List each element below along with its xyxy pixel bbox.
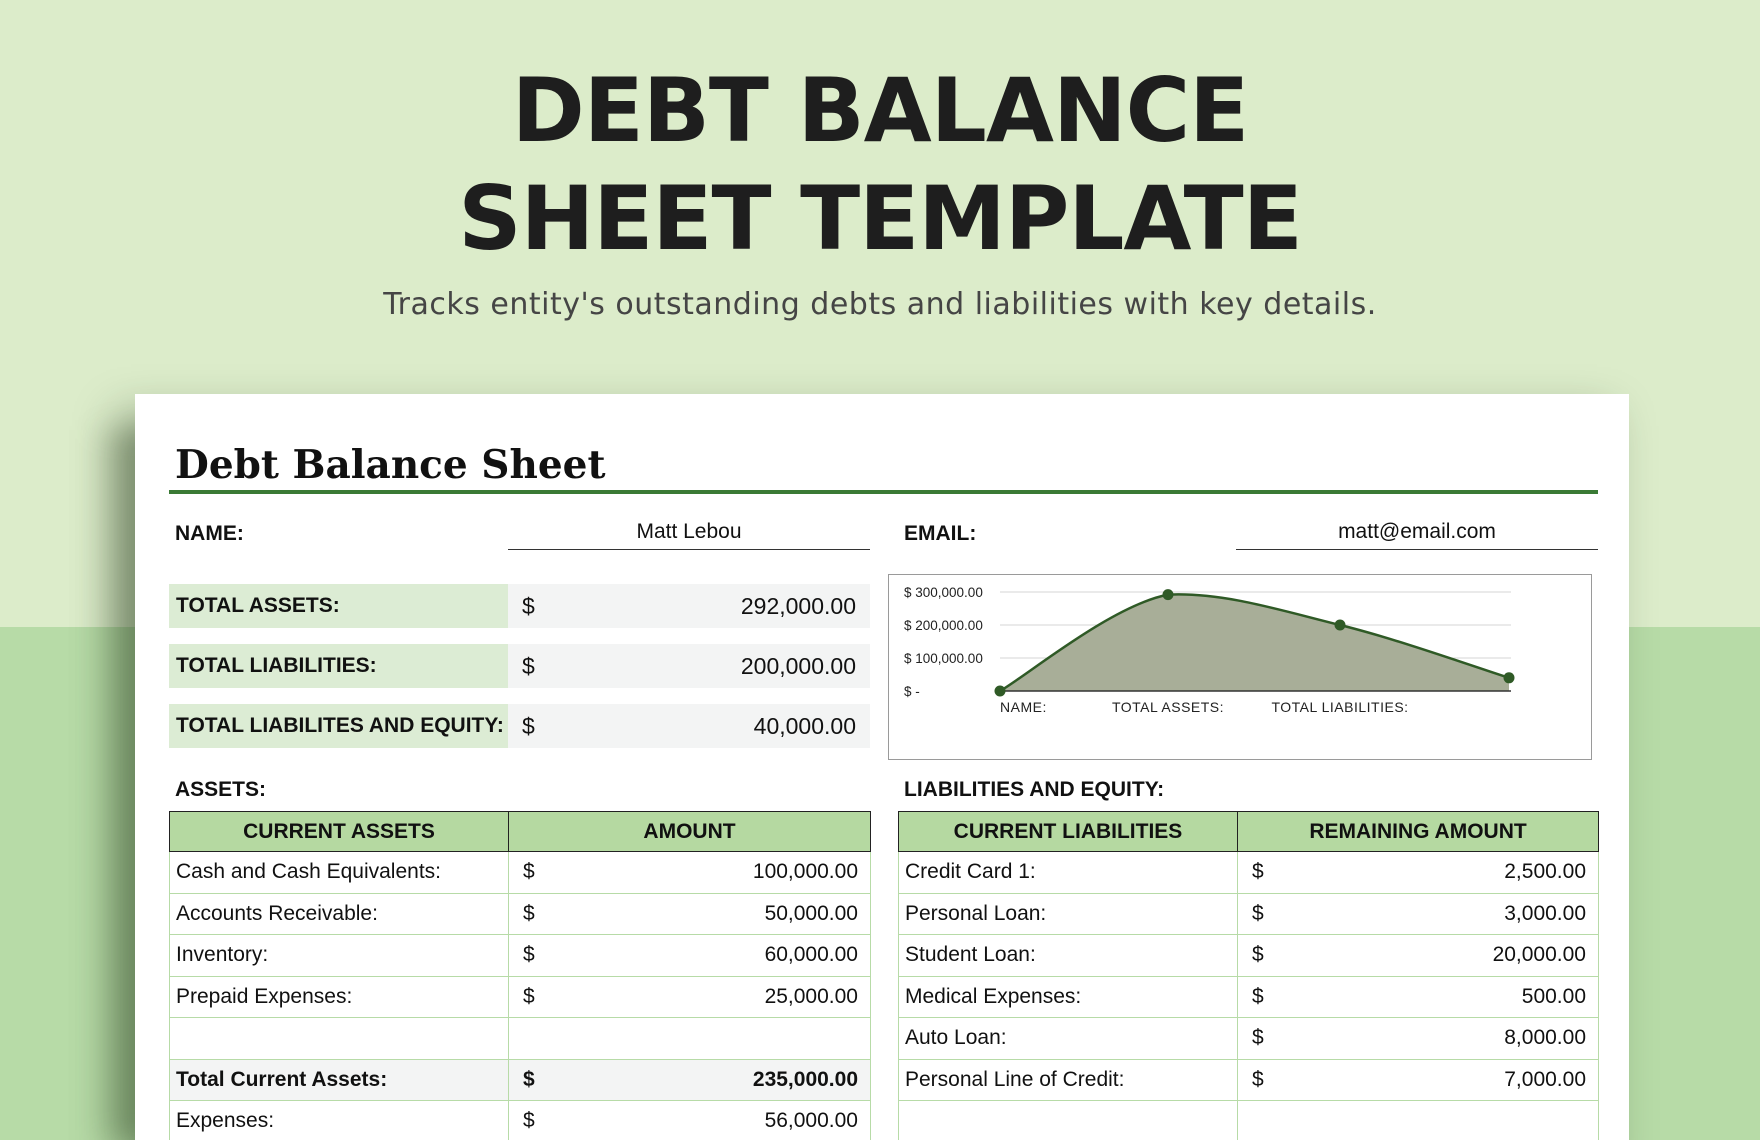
y-tick-label: $ 300,000.00 — [904, 585, 983, 600]
liability-item-amount-cell[interactable] — [1238, 852, 1599, 894]
liability-row — [899, 1101, 1599, 1140]
liability-row — [899, 1018, 1599, 1060]
email-label: EMAIL: — [904, 522, 977, 545]
liability-row — [899, 852, 1599, 894]
amount-header: AMOUNT — [509, 812, 871, 852]
currency-symbol: $ — [523, 860, 535, 884]
current-liabilities-header: CURRENT LIABILITIES — [899, 812, 1238, 852]
total-assets-value — [508, 584, 870, 628]
summary-area-chart — [889, 575, 1590, 758]
asset-row — [170, 935, 871, 977]
liability-item-label[interactable]: Personal Line of Credit: — [899, 1059, 1238, 1101]
asset-item-amount: 100,000.00 — [752, 860, 858, 884]
y-tick-label: $ 100,000.00 — [904, 651, 983, 666]
total-liabilities-label: TOTAL LIABILITIES: — [169, 644, 508, 688]
asset-item-label[interactable]: Expenses: — [170, 1101, 509, 1140]
currency-symbol: $ — [1252, 1026, 1264, 1050]
current-assets-header: CURRENT ASSETS — [170, 812, 509, 852]
liability-item-amount-cell[interactable] — [1238, 1101, 1599, 1140]
title-divider — [169, 490, 1598, 494]
liability-item-label[interactable] — [899, 1101, 1238, 1140]
liability-row — [899, 893, 1599, 935]
asset-item-amount: 50,000.00 — [764, 901, 858, 925]
liability-item-amount-cell[interactable] — [1238, 976, 1599, 1018]
liability-item-amount-cell[interactable] — [1238, 1018, 1599, 1060]
liability-item-amount: 8,000.00 — [1504, 1026, 1586, 1050]
asset-item-label[interactable]: Total Current Assets: — [170, 1059, 509, 1101]
data-point-4 — [1504, 672, 1515, 683]
currency-symbol: $ — [522, 653, 535, 679]
currency-symbol: $ — [523, 901, 535, 925]
asset-item-amount: 60,000.00 — [764, 943, 858, 967]
asset-row — [170, 1018, 871, 1060]
liability-item-amount: 3,000.00 — [1504, 901, 1586, 925]
currency-symbol: $ — [1252, 984, 1264, 1008]
liability-item-amount-cell[interactable] — [1238, 935, 1599, 977]
asset-row — [170, 893, 871, 935]
total-liabilities-equity-label: TOTAL LIABILITES AND EQUITY: — [169, 704, 508, 748]
page-subtitle: Tracks entity's outstanding debts and liabilities with key details. — [383, 287, 1377, 322]
asset-item-amount-cell[interactable] — [509, 852, 871, 894]
asset-total-row — [170, 1059, 871, 1101]
total-assets-label: TOTAL ASSETS: — [169, 584, 508, 628]
sheet-title: Debt Balance Sheet — [175, 442, 606, 488]
liability-row — [899, 976, 1599, 1018]
asset-item-label[interactable]: Accounts Receivable: — [170, 893, 509, 935]
asset-item-amount: 25,000.00 — [764, 984, 858, 1008]
currency-symbol: $ — [1252, 1067, 1264, 1091]
currency-symbol: $ — [522, 713, 535, 739]
liability-item-label[interactable]: Auto Loan: — [899, 1018, 1238, 1060]
currency-symbol: $ — [1252, 901, 1264, 925]
currency-symbol: $ — [523, 943, 535, 967]
asset-item-label[interactable]: Inventory: — [170, 935, 509, 977]
asset-item-amount: 235,000.00 — [752, 1067, 858, 1091]
asset-item-amount-cell[interactable] — [509, 1101, 871, 1140]
liability-item-amount: 2,500.00 — [1504, 860, 1586, 884]
asset-row — [170, 1101, 871, 1140]
liability-item-label[interactable]: Student Loan: — [899, 935, 1238, 977]
asset-item-amount: 56,000.00 — [764, 1109, 858, 1133]
y-tick-label: $ - — [904, 684, 920, 699]
x-tick-label: TOTAL ASSETS: — [1111, 699, 1225, 715]
total-assets-amount: 292,000.00 — [740, 593, 856, 619]
remaining-amount-header: REMAINING AMOUNT — [1238, 812, 1599, 852]
currency-symbol: $ — [523, 984, 535, 1008]
liability-item-label[interactable]: Personal Loan: — [899, 893, 1238, 935]
assets-header-row — [170, 812, 871, 852]
currency-symbol: $ — [523, 1109, 535, 1133]
balance-sheet-document — [135, 394, 1629, 1140]
assets-section-label: ASSETS: — [175, 778, 267, 801]
currency-symbol: $ — [1252, 943, 1264, 967]
liability-row — [899, 1059, 1599, 1101]
asset-item-label[interactable]: Prepaid Expenses: — [170, 976, 509, 1018]
hero-header — [0, 0, 1760, 322]
total-liabilities-equity-amount: 40,000.00 — [753, 713, 856, 739]
asset-item-amount-cell[interactable] — [509, 935, 871, 977]
page-title-line-2: SHEET TEMPLATE — [458, 167, 1302, 270]
data-point-3 — [1335, 620, 1346, 631]
x-tick-label: NAME: — [1000, 699, 1047, 715]
liability-item-amount-cell[interactable] — [1238, 893, 1599, 935]
summary-chart — [888, 574, 1592, 760]
total-liabilities-amount: 200,000.00 — [740, 653, 856, 679]
liability-item-amount: 20,000.00 — [1492, 943, 1586, 967]
name-field[interactable]: Matt Lebou — [508, 516, 870, 550]
liability-item-label[interactable]: Credit Card 1: — [899, 852, 1238, 894]
liability-item-amount: 7,000.00 — [1504, 1067, 1586, 1091]
liabilities-table — [898, 811, 1599, 1140]
asset-item-amount-cell[interactable] — [509, 976, 871, 1018]
data-point-1 — [995, 686, 1006, 697]
area-fill — [1000, 594, 1509, 691]
liabilities-header-row — [899, 812, 1599, 852]
asset-row — [170, 976, 871, 1018]
name-label: NAME: — [175, 522, 244, 545]
asset-item-label[interactable] — [170, 1018, 509, 1060]
liability-row — [899, 935, 1599, 977]
total-liabilities-value — [508, 644, 870, 688]
data-point-2 — [1163, 589, 1174, 600]
asset-row — [170, 852, 871, 894]
liabilities-section-label: LIABILITIES AND EQUITY: — [904, 778, 1165, 801]
asset-item-amount-cell[interactable] — [509, 893, 871, 935]
page-title — [0, 0, 1760, 273]
asset-item-label[interactable]: Cash and Cash Equivalents: — [170, 852, 509, 894]
currency-symbol: $ — [522, 593, 535, 619]
assets-table — [169, 811, 871, 1140]
currency-symbol: $ — [1252, 860, 1264, 884]
liability-item-amount-cell[interactable] — [1238, 1059, 1599, 1101]
asset-item-amount-cell[interactable] — [509, 1018, 871, 1060]
y-tick-label: $ 200,000.00 — [904, 618, 983, 633]
x-tick-label: TOTAL LIABILITIES: — [1271, 699, 1409, 715]
liability-item-label[interactable]: Medical Expenses: — [899, 976, 1238, 1018]
liability-item-amount: 500.00 — [1521, 984, 1586, 1008]
total-liabilities-equity-value — [508, 704, 870, 748]
asset-item-amount-cell[interactable] — [509, 1059, 871, 1101]
page-title-line-1: DEBT BALANCE — [511, 59, 1249, 162]
email-field[interactable]: matt@email.com — [1236, 516, 1598, 550]
currency-symbol: $ — [523, 1067, 535, 1091]
